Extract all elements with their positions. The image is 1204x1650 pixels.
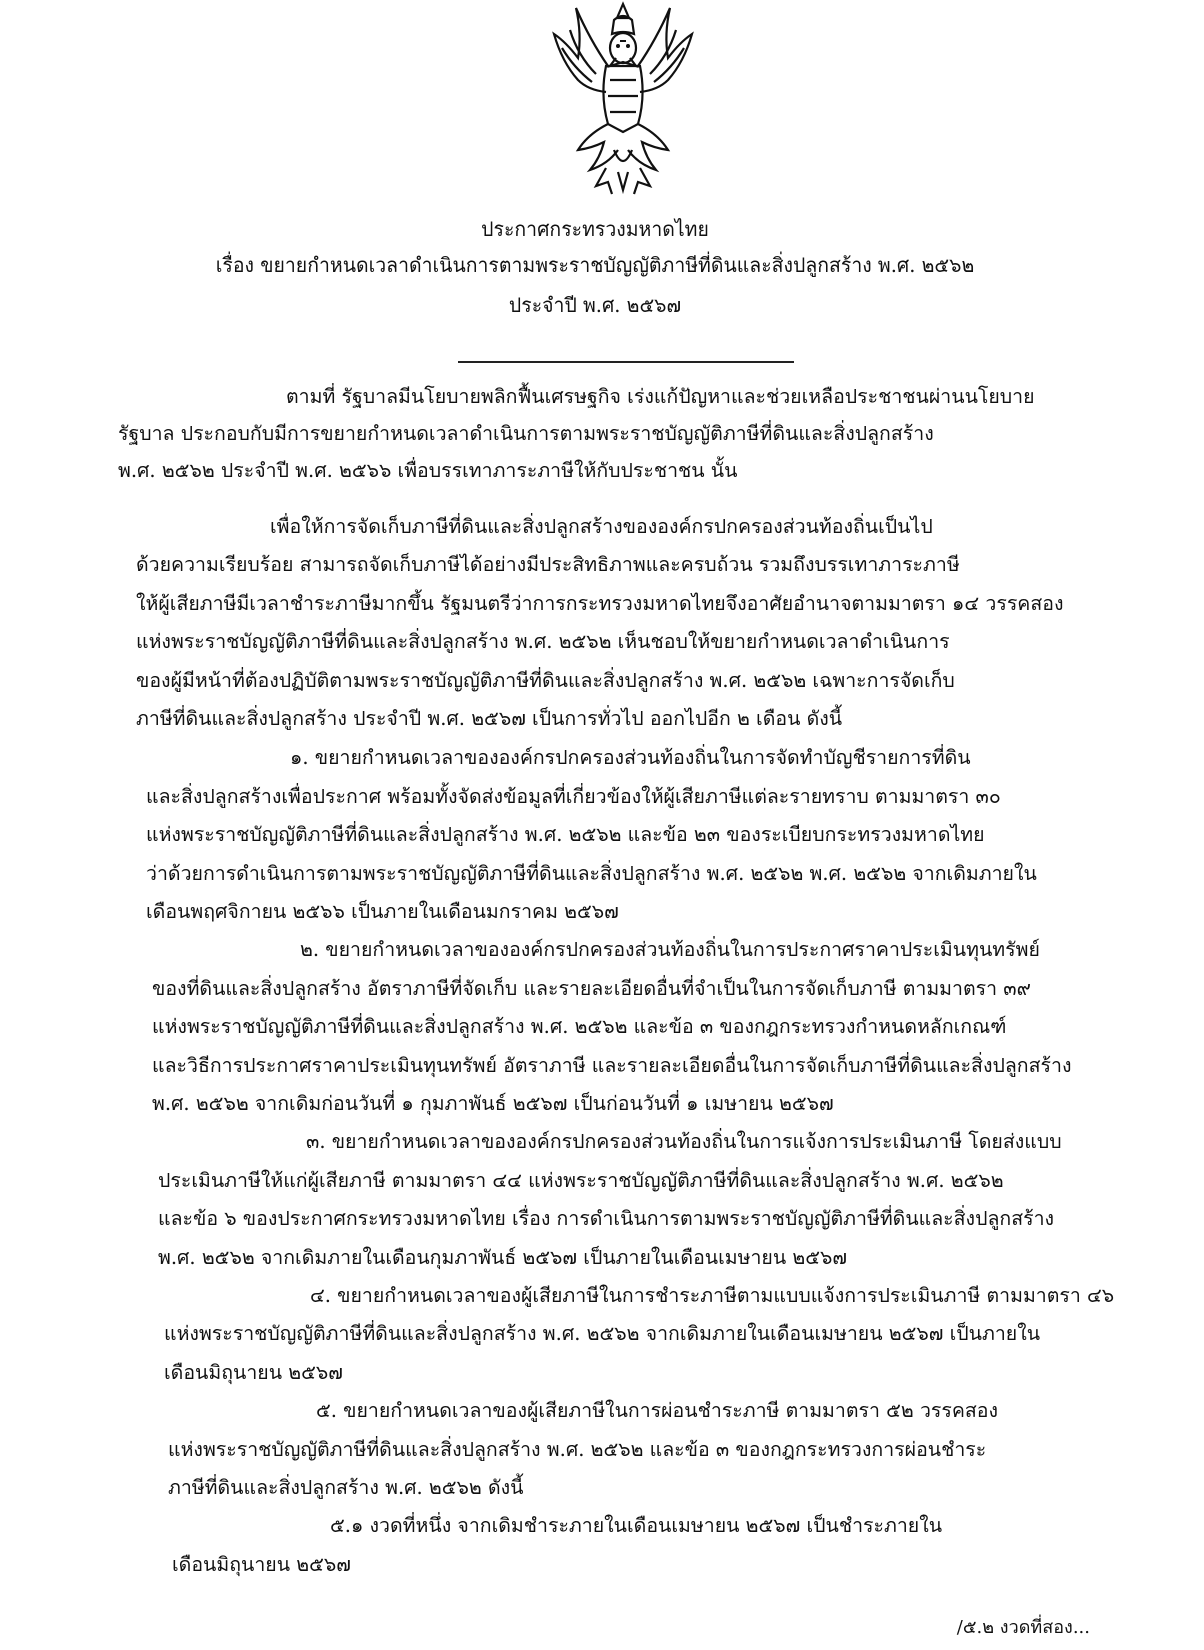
body-line: ๑. ขยายกำหนดเวลาขององค์กรปกครองส่วนท้องถิ่นในการจัดทำบัญชีรายการที่ดิน [290,746,971,769]
body-line: เพื่อให้การจัดเก็บภาษีที่ดินและสิ่งปลูกสร้างขององค์กรปกครองส่วนท้องถิ่นเป็นไป [270,515,933,538]
body-line: แห่งพระราชบัญญัติภาษีที่ดินและสิ่งปลูกสร้าง พ.ศ. ๒๕๖๒ และข้อ ๒๓ ของระเบียบกระทรวงมหาดไทย [146,823,985,846]
body-line: เดือนพฤศจิกายน ๒๕๖๖ เป็นภายในเดือนมกราคม ๒๕๖๗ [146,900,619,923]
body-line: ๓. ขยายกำหนดเวลาขององค์กรปกครองส่วนท้องถิ่นในการแจ้งการประเมินภาษี โดยส่งแบบ [306,1130,1062,1153]
body-line: ๔. ขยายกำหนดเวลาของผู้เสียภาษีในการชำระภาษีตามแบบแจ้งการประเมินภาษี ตามมาตรา ๔๖ [310,1284,1115,1307]
body-line: ของที่ดินและสิ่งปลูกสร้าง อัตราภาษีที่จัดเก็บ และรายละเอียดอื่นที่จำเป็นในการจัดเก็บภาษี ตามมาตรา ๓๙ [152,977,1031,1000]
body-line: แห่งพระราชบัญญัติภาษีที่ดินและสิ่งปลูกสร้าง พ.ศ. ๒๕๖๒ เห็นชอบให้ขยายกำหนดเวลาดำเนินการ [136,630,950,653]
body-line: และวิธีการประกาศราคาประเมินทุนทรัพย์ อัตราภาษี และรายละเอียดอื่นในการจัดเก็บภาษีที่ดินและสิ่งปลูกสร้าง [152,1054,1072,1077]
body-line: เดือนมิถุนายน ๒๕๖๗ [172,1553,351,1576]
body-line: ประเมินภาษีให้แก่ผู้เสียภาษี ตามมาตรา ๔๔ แห่งพระราชบัญญัติภาษีที่ดินและสิ่งปลูกสร้าง พ.ศ. ๒๕๖๒ [158,1169,1004,1192]
body-line: ของผู้มีหน้าที่ต้องปฏิบัติตามพระราชบัญญัติภาษีที่ดินและสิ่งปลูกสร้าง พ.ศ. ๒๕๖๒ เฉพาะการจัดเก็บ [136,669,955,692]
body-line: พ.ศ. ๒๕๖๒ ประจำปี พ.ศ. ๒๕๖๖ เพื่อบรรเทาภาระภาษีให้กับประชาชน นั้น [118,459,738,482]
body-line: เดือนมิถุนายน ๒๕๖๗ [164,1361,343,1384]
page-continuation: /๕.๒ งวดที่สอง... [956,1617,1090,1638]
title-divider [458,361,794,363]
body-line: พ.ศ. ๒๕๖๒ จากเดิมภายในเดือนกุมภาพันธ์ ๒๕๖๗ เป็นภายในเดือนเมษายน ๒๕๖๗ [158,1246,848,1269]
body-line: รัฐบาล ประกอบกับมีการขยายกำหนดเวลาดำเนินการตามพระราชบัญญัติภาษีที่ดินและสิ่งปลูกสร้าง [118,422,934,445]
body-line: ๕. ขยายกำหนดเวลาของผู้เสียภาษีในการผ่อนชำระภาษี ตามมาตรา ๕๒ วรรคสอง [316,1399,999,1422]
body-line: ภาษีที่ดินและสิ่งปลูกสร้าง ประจำปี พ.ศ. ๒๕๖๗ เป็นการทั่วไป ออกไปอีก ๒ เดือน ดังนี้ [136,707,843,730]
body-line: แห่งพระราชบัญญัติภาษีที่ดินและสิ่งปลูกสร้าง พ.ศ. ๒๕๖๒ และข้อ ๓ ของกฎกระทรวงกำหนดหลักเกณฑ์ [152,1015,1007,1038]
body-line: ๕.๑ งวดที่หนึ่ง จากเดิมชำระภายในเดือนเมษายน ๒๕๖๗ เป็นชำระภายใน [330,1514,943,1537]
body-line: แห่งพระราชบัญญัติภาษีที่ดินและสิ่งปลูกสร้าง พ.ศ. ๒๕๖๒ และข้อ ๓ ของกฎกระทรวงการผ่อนชำระ [168,1438,987,1461]
body-line: ๒. ขยายกำหนดเวลาขององค์กรปกครองส่วนท้องถิ่นในการประกาศราคาประเมินทุนทรัพย์ [300,938,1040,961]
garuda-emblem-icon [548,0,698,200]
body-line: และข้อ ๖ ของประกาศกระทรวงมหาดไทย เรื่อง การดำเนินการตามพระราชบัญญัติภาษีที่ดินและสิ่งปลูกสร้าง [158,1207,1055,1230]
body-line: และสิ่งปลูกสร้างเพื่อประกาศ พร้อมทั้งจัดส่งข้อมูลที่เกี่ยวข้องให้ผู้เสียภาษีแต่ละรายทราบ ตามมาตรา ๓๐ [146,785,1001,808]
body-line: ตามที่ รัฐบาลมีนโยบายพลิกฟื้นเศรษฐกิจ เร่งแก้ปัญหาและช่วยเหลือประชาชนผ่านนโยบาย [286,385,1035,408]
document-subject: เรื่อง ขยายกำหนดเวลาดำเนินการตามพระราชบัญญัติภาษีที่ดินและสิ่งปลูกสร้าง พ.ศ. ๒๕๖๒ [215,253,975,277]
document-year: ประจำปี พ.ศ. ๒๕๖๗ [508,293,682,317]
body-line: ว่าด้วยการดำเนินการตามพระราชบัญญัติภาษีที่ดินและสิ่งปลูกสร้าง พ.ศ. ๒๕๖๒ พ.ศ. ๒๕๖๒ จากเดิมภายใน [146,862,1037,885]
body-line: พ.ศ. ๒๕๖๒ จากเดิมก่อนวันที่ ๑ กุมภาพันธ์ ๒๕๖๗ เป็นก่อนวันที่ ๑ เมษายน ๒๕๖๗ [152,1092,834,1115]
document-title: ประกาศกระทรวงมหาดไทย [481,217,709,241]
body-line: ด้วยความเรียบร้อย สามารถจัดเก็บภาษีได้อย่างมีประสิทธิภาพและครบถ้วน รวมถึงบรรเทาภาระภาษี [136,553,960,576]
body-line: ภาษีที่ดินและสิ่งปลูกสร้าง พ.ศ. ๒๕๖๒ ดังนี้ [168,1476,524,1499]
body-line: ให้ผู้เสียภาษีมีเวลาชำระภาษีมากขึ้น รัฐมนตรีว่าการกระทรวงมหาดไทยจึงอาศัยอำนาจตามมาตรา ๑๔ วรรคสอง [136,592,1064,615]
body-line: แห่งพระราชบัญญัติภาษีที่ดินและสิ่งปลูกสร้าง พ.ศ. ๒๕๖๒ จากเดิมภายในเดือนเมษายน ๒๕๖๗ เป็นภายใน [164,1322,1041,1345]
